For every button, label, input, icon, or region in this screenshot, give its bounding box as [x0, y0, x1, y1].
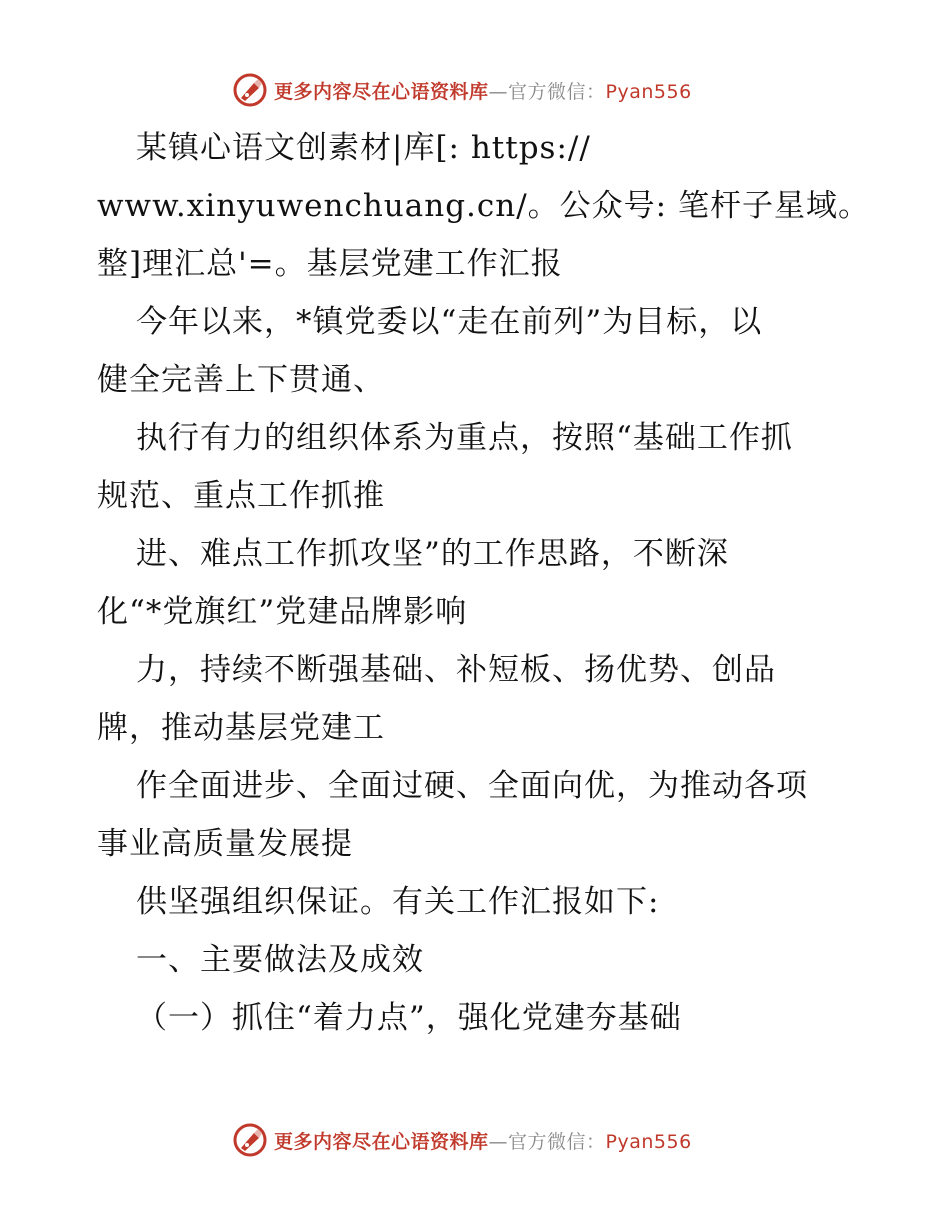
- body-line: 力，持续不断强基础、补短板、扬优势、创品: [136, 652, 776, 688]
- body-line: 执行有力的组织体系为重点，按照“基础工作抓: [136, 420, 793, 456]
- body-line: 某镇心语文创素材|库[: https://: [136, 130, 591, 166]
- body-line: 牌，推动基层党建工: [97, 710, 385, 746]
- watermark-banner-bottom: [232, 1120, 692, 1160]
- subsection-heading: （一）抓住“着力点”，强化党建夯基础: [136, 1000, 682, 1036]
- watermark-text: 更多内容尽在心语资料库—官方微信：Pyan556: [274, 1130, 692, 1153]
- body-line: 作全面进步、全面过硬、全面向优，为推动各项: [136, 768, 808, 804]
- body-line: 整]理汇总'=。基层党建工作汇报: [97, 246, 563, 282]
- body-line: 规范、重点工作抓推: [97, 478, 385, 514]
- pen-nib-logo-icon: [232, 1122, 268, 1158]
- body-line: 健全完善上下贯通、: [97, 362, 385, 398]
- section-heading: 一、主要做法及成效: [136, 942, 424, 978]
- body-line: 进、难点工作抓攻坚”的工作思路，不断深: [136, 536, 729, 572]
- watermark-banner-top: [232, 70, 692, 110]
- body-line: 今年以来，*镇党委以“走在前列”为目标，以: [136, 304, 763, 340]
- body-line: 事业高质量发展提: [97, 826, 353, 862]
- body-line: www.xinyuwenchuang.cn/。公众号: 笔杆子星域。: [97, 188, 870, 224]
- body-line: 供坚强组织保证。有关工作汇报如下:: [136, 884, 660, 920]
- watermark-text: 更多内容尽在心语资料库—官方微信：Pyan556: [274, 80, 692, 103]
- body-line: 化“*党旗红”党建品牌影响: [97, 594, 468, 630]
- pen-nib-logo-icon: [232, 72, 268, 108]
